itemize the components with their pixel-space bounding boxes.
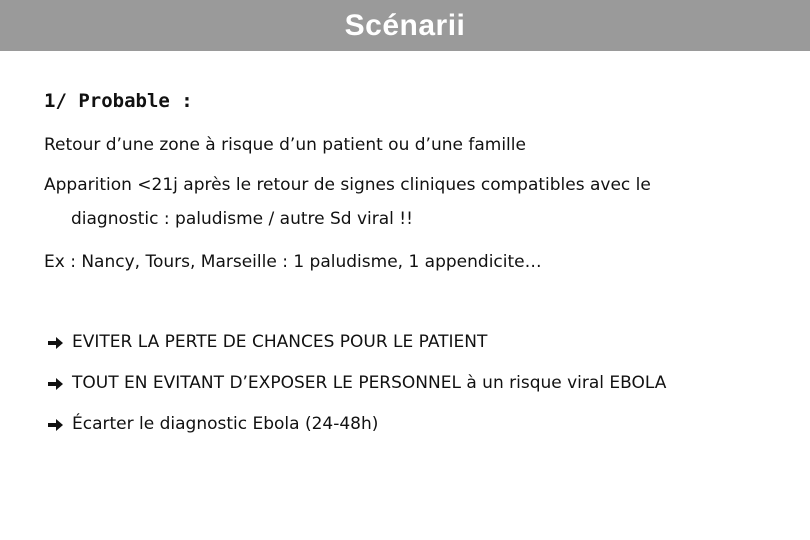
right-arrow-icon: [48, 377, 64, 391]
bullet-text: TOUT EN EVITANT D’EXPOSER LE PERSONNEL à un risque viral EBOLA: [72, 373, 667, 393]
slide-title: Scénarii: [344, 8, 466, 42]
text-line-example: Ex : Nancy, Tours, Marseille : 1 paludisme, 1 appendicite…: [44, 252, 542, 272]
bullet-staff-exposure: [48, 375, 666, 392]
bullet-text: Écarter le diagnostic Ebola (24-48h): [72, 414, 379, 434]
bullet-text: EVITER LA PERTE DE CHANCES POUR LE PATIENT: [72, 332, 488, 352]
right-arrow-icon: [48, 418, 64, 432]
text-line-risk-zone: Retour d’une zone à risque d’un patient ou d’une famille: [44, 135, 526, 155]
right-arrow-icon: [48, 336, 64, 350]
title-bar: [0, 0, 810, 51]
text-line-symptoms: Apparition <21j après le retour de signes cliniques compatibles avec le: [44, 175, 651, 195]
bullet-avoid-loss: [48, 334, 487, 351]
section-heading: 1/ Probable :: [44, 90, 193, 112]
bullet-rule-out-ebola: [48, 416, 378, 433]
text-line-diagnostic: diagnostic : paludisme / autre Sd viral !!: [71, 209, 413, 229]
